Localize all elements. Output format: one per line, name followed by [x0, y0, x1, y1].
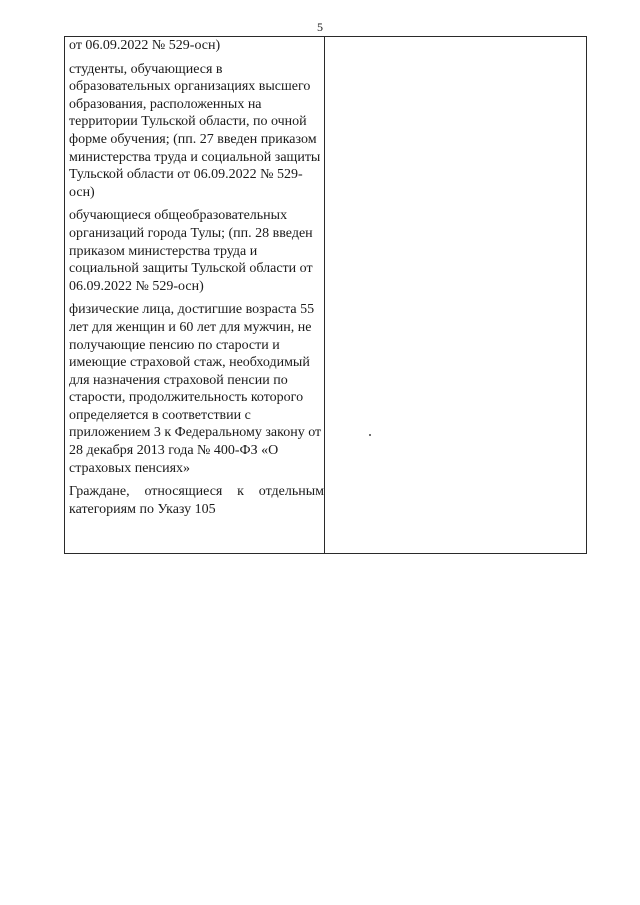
- table-row: физические лица, достигшие возраста 55 лет для женщин и 60 лет для мужчин, не получающие пенсию по старости и имеющие страховой стаж, необходимый для назначения страховой пенсии по старости, продолжительность которого определяется в соответствии с приложением 3 к Федеральному закону от 28 декабря 2013 года № 400-ФЗ «О страховых пенсиях»: [69, 302, 322, 476]
- page-number: 5: [317, 20, 323, 34]
- table-row: от 06.09.2022 № 529-осн): [69, 38, 221, 53]
- scan-speck: [369, 434, 371, 436]
- table-row: студенты, обучающиеся в образовательных организациях высшего образования, расположенных на территории Тульской области, по очной форме обучения; (пп. 27 введен приказом министерства труда и социальной защиты Тульской области от 06.09.2022 № 529-осн): [69, 61, 321, 200]
- table-right-column: [325, 37, 586, 553]
- table-row: Граждане, относящиеся к отдельным категориям по Указу 105: [69, 484, 324, 517]
- document-table: [64, 36, 587, 554]
- table-row: обучающиеся общеобразовательных организаций города Тулы; (пп. 28 введен приказом министерства труда и социальной защиты Тульской области от 06.09.2022 № 529-осн): [69, 208, 313, 294]
- table-left-column: [65, 37, 325, 553]
